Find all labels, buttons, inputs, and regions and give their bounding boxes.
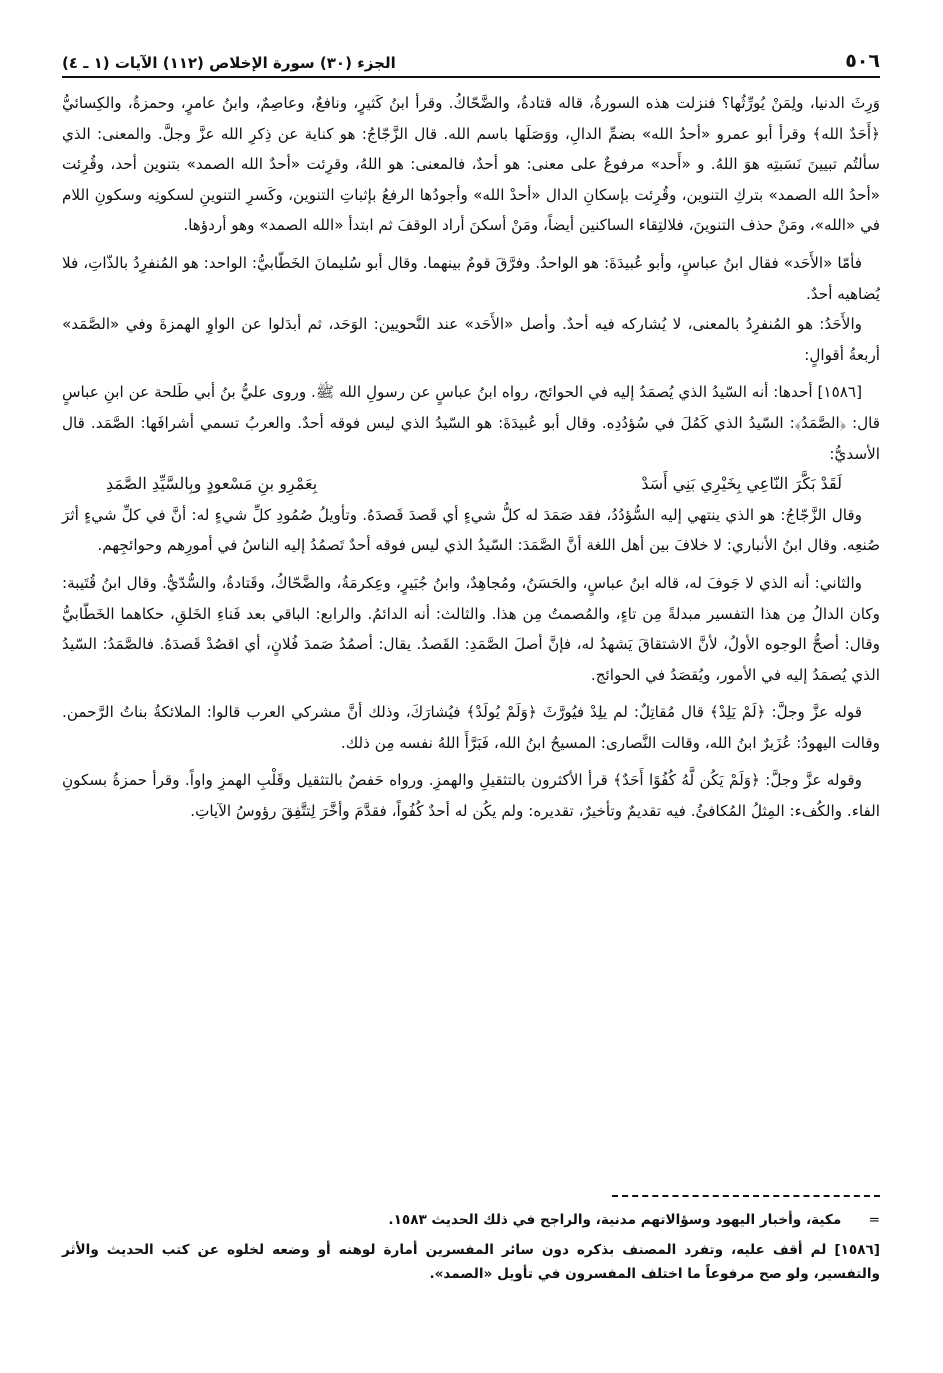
footnotes xyxy=(62,1208,880,1286)
running-title: الجزء (٣٠) سورة الإخلاص (١١٢) الآيات (١ ـ ٤) xyxy=(62,54,396,72)
main-text xyxy=(62,88,880,827)
paragraph: وقال الزَّجّاجُ: هو الذي ينتهي إليه السُّؤدُدُ، فقد صَمَدَ له كلُّ شيءٍ أي قَصدَ قَصدَهُ. وتأويلُ صُمُودِ كلِّ شيءٍ له: أنَّ في كلِّ شيءٍ أثرَ صُنعِه. وقال ابنُ الأنباري: لا خلافَ بين أهل اللغة أنَّ الصَّمَدَ: السّيدُ الذي ليس فوقه أحدٌ تَصمُدُ إليه الناسُ في أمورِهم وحوائجِهم. xyxy=(62,505,880,555)
footnote-ref: [١٥٨٦] xyxy=(834,1242,881,1258)
paragraph: والأَحَدُ: هو المُنفرِدُ بالمعنى، لا يُشاركه فيه أحدٌ. وأصل «الأَحَد» عند النَّحويين: الوَحَد، ثم أبدَلوا عن الواوِ الهمزةَ وفي «الصَّمَد» أربعةُ أقوالٍ: xyxy=(62,315,880,364)
paragraph: قوله عزَّ وجلَّ: ﴿لَمْ يَلِدْ﴾ قال مُقاتِلٌ: لم يلِدْ فيُورَّثَ ﴿وَلَمْ يُولَدْ﴾ فيُشارَكَ، وذلك أنَّ مشركي العرب قالوا: الملائكةُ بناتُ الرَّحمن. وقالت اليهودُ: عُزَيرٌ ابنُ الله، وقالت النَّصارى: المسيحُ ابنُ الله، فَبَرَّأَ اللهُ نفسه مِن ذلك. xyxy=(62,703,880,752)
footnote-continuation-text: مكية، وأخبار اليهود وسؤالاتهم مدنية، والراجح في ذلك الحديث ١٥٨٣. xyxy=(388,1212,842,1228)
footnote-text: لم أقف عليه، وتفرد المصنف بذكره دون سائر المفسرين أمارة لوهنه أو وضعه لخلوه عن كتب الحديث والأثر والتفسير، ولو صح مرفوعاً ما اختلف المفسرون في تأويل «الصمد». xyxy=(62,1242,880,1282)
paragraph: وقوله عزَّ وجلَّ: ﴿وَلَمْ يَكُن لَّهُ كُفُوًا أَحَدٌ﴾ قرأ الأكثرون بالتثقيلِ والهمزِ. ورواه حَفصٌ بالتثقيل وقَلْبِ الهمزِ واواً. وقرأ حمزةُ بسكونِ الفاء. والكُفء: المِثلُ المُكافئُ. فيه تقديمٌ وتأخيرٌ، تقديره: ولم يكُن له أحدٌ كُفُواً، فقدَّمَ وأخَّرَ لِتتَّفِقَ رؤوسُ الآياتِ. xyxy=(62,771,880,821)
footnote-continuation xyxy=(62,1208,880,1232)
paragraph: فأمّا «الأَحَد» فقال ابنُ عباسٍ، وأبو عُبيدَةَ: هو الواحدُ. وفرَّقَ قومٌ بينهما. وقال أبو سُليمانَ الخَطّابيُّ: الواحد: هو المُنفرِدُ بالذّاتِ، فلا يُضاهيه أحدٌ. xyxy=(62,253,880,303)
poetry-verse xyxy=(62,469,880,500)
paragraph: وَرِثَ الدنيا، ولِمَنْ يُورِّثُها؟ فنزلت هذه السورةُ، قاله قتادةُ، والضَّحّاكُ. وقرأ ابنُ كَثيرٍ، ونافعٌ، وعاصِمٌ، وابنُ عامرٍ، وحمزةُ، والكِسائيُّ ﴿أَحَدٌ الله﴾ وقرأ أبو عمرو «أحدُ الله» بضمِّ الدالِ، ووَصَلَها باسم الله. قال الزَّجّاجُ: هو كناية عن ذِكرِ الله عزَّ وجلَّ. والمعنى: الذي سألتُم تبيينَ نَسَبتِه هوَ اللهُ. و «أَحد» مرفوعٌ على معنى: هو أحدٌ، فالمعنى: هو اللهُ، وقرِئت «أحدٌ الله الصمد» بتنوين أحد، وقُرِئت «أحدُ الله الصمد» بتركِ التنوين، وقُرِئت بإسكانِ الدال «أحدْ الله» وأجودُها الرفعُ بإثباتِ التنوين، وكَسرِ التنوينِ لسكونِه وسكونِ اللام في «الله»، ومَنْ حذف التنوينَ، فلالتِقاء الساكنين أيضاً، ومَنْ أسكنَ أراد الوقفَ ثم ابتدأ «الله الصمد» وهو أردؤها. xyxy=(62,94,880,235)
page-header xyxy=(62,44,880,72)
page xyxy=(62,44,880,827)
verse-hemistich-2: بِعَمْرِو بنِ مَسْعودٍ وبِالسَّيِّدِ الصَّمَدِ xyxy=(106,474,318,494)
page-number: ٥٠٦ xyxy=(845,50,880,72)
footnote xyxy=(62,1238,880,1286)
paragraph: والثاني: أنه الذي لا جَوفَ له، قاله ابنُ عباسٍ، والحَسَنُ، ومُجاهِدٌ، وابنُ جُبَيرٍ، وعِكرمَةُ، والضَّحّاكُ، وقَتادةُ، والسُّدّيُّ. وقال ابنُ قُتَيبة: وكان الدالُ مِن هذا التفسير مبدلةً مِن تاءٍ، والمُصمتُ مِن هذا. والثالث: أنه الدائمُ. والرابع: الباقي بعد فَناءِ الخَلقِ، حكاهما الخَطّابيُّ وقال: أصحُّ الوجوه الأولُ، لأنَّ الاشتقاقَ يَشهدُ له، فإنَّ أصلَ الصَّمَدِ: القَصدُ. يقال: أصمُدُ صَمدَ فُلانٍ، أي اقصُدْ قَصدَهُ. فالصَّمَدُ: السّيدُ الذي يُصمَدُ إليه في الأمور، ويُقصَدُ في الحوائج. xyxy=(62,573,880,684)
continuation-marker: = xyxy=(868,1212,880,1228)
paragraph: [١٥٨٦] أحدها: أنه السّيدُ الذي يُصمَدُ إليه في الحوائج، رواه ابنُ عباسٍ عن رسولِ الله ﷺ. وروى عليُّ بنُ أبي طَلحة عن ابنِ عباسٍ قال: ﴿الصَّمَدُ﴾: السّيدُ الذي كَمُلَ في سُؤدُدِه. وقال أبو عُبيدَةَ: هو السّيدُ الذي ليس فوقه أحدٌ. والعربُ تسمي أشرافَها: الصَّمَد. قال الأسديُّ: xyxy=(62,383,880,463)
footnote-separator xyxy=(612,1195,880,1197)
header-rule xyxy=(62,76,880,78)
verse-hemistich-1: لَقَدْ بَكَّرَ النّاعِي بِخَيْرِي بَنِي أَسَدْ xyxy=(641,474,842,494)
